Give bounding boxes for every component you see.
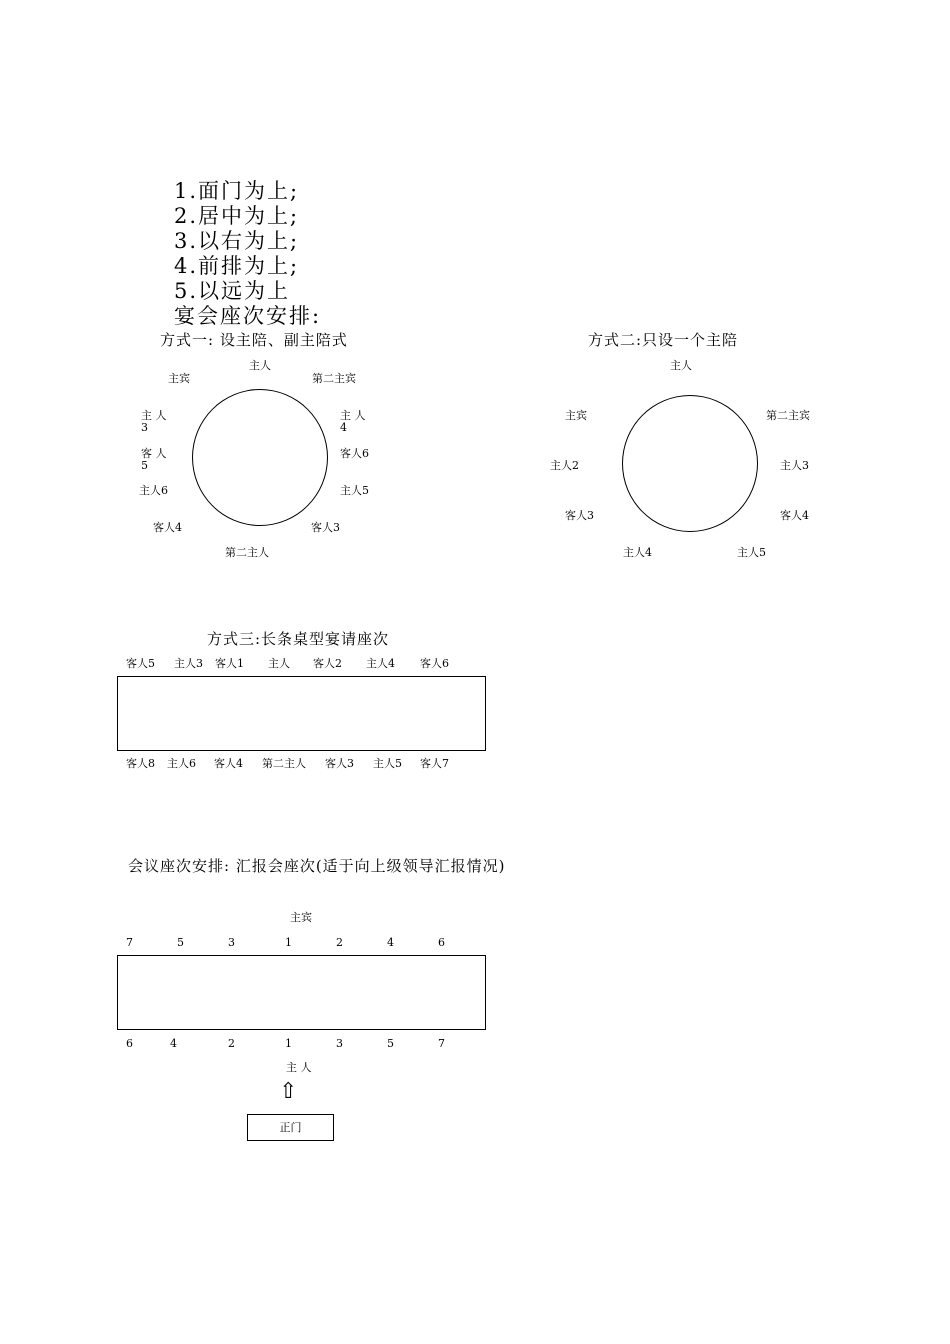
meeting-top-number: 6: [438, 936, 445, 949]
m1-seat-bottom-right: 客人3: [311, 521, 340, 534]
meeting-top-number: 5: [177, 936, 184, 949]
m3-bottom-seat: 客人4: [214, 757, 243, 770]
up-arrow-icon: ⇧: [279, 1079, 298, 1104]
m1-seat-right-3: 主人5: [340, 484, 369, 497]
m2-seat-bottom-left: 主人4: [623, 546, 652, 559]
m1-seat-bottom: 第二主人: [225, 546, 269, 559]
m2-seat-top: 主人: [670, 359, 692, 372]
method2-round-table: [622, 395, 758, 532]
m1-seat-top: 主人: [249, 359, 271, 372]
method3-long-table: [117, 676, 486, 751]
m3-bottom-seat: 第二主人: [262, 757, 306, 770]
m3-top-seat: 客人6: [420, 657, 449, 670]
meeting-bottom-number: 2: [228, 1037, 235, 1050]
meeting-top-number: 7: [126, 936, 133, 949]
m2-seat-upper-right: 第二主宾: [766, 409, 810, 422]
method1-round-table: [192, 389, 328, 526]
m2-seat-mid-left: 主人2: [550, 459, 579, 472]
rule-4: 4.前排为上;: [174, 254, 300, 278]
m3-bottom-seat: 客人8: [126, 757, 155, 770]
meeting-host-label: 主 人: [286, 1061, 312, 1074]
meeting-top-number: 4: [387, 936, 394, 949]
meeting-bottom-number: 6: [126, 1037, 133, 1050]
m3-top-seat: 主人: [268, 657, 290, 670]
m3-top-seat: 主人3: [174, 657, 203, 670]
rule-5: 5.以远为上: [174, 279, 291, 303]
meeting-bottom-number: 7: [438, 1037, 445, 1050]
banquet-title: 宴会座次安排:: [174, 304, 322, 328]
main-door-box: [247, 1114, 334, 1141]
m3-bottom-seat: 客人7: [420, 757, 449, 770]
m2-seat-lower-right: 客人4: [780, 509, 809, 522]
m3-top-seat: 主人4: [366, 657, 395, 670]
m1-seat-top-left: 主宾: [168, 372, 190, 385]
m1-seat-left-1: 主 人 3: [141, 409, 167, 434]
m1-seat-bottom-left: 客人4: [153, 521, 182, 534]
meeting-top-number: 2: [336, 936, 343, 949]
m1-seat-right-2: 客人6: [340, 447, 369, 460]
m3-bottom-seat: 主人6: [167, 757, 196, 770]
meeting-bottom-number: 3: [336, 1037, 343, 1050]
meeting-title: 会议座次安排: 汇报会座次(适于向上级领导汇报情况): [128, 857, 506, 875]
meeting-top-number: 1: [285, 936, 292, 949]
m2-seat-mid-right: 主人3: [780, 459, 809, 472]
m1-seat-right-1: 主 人 4: [340, 409, 366, 434]
meeting-table: [117, 955, 486, 1030]
meeting-bottom-number: 5: [387, 1037, 394, 1050]
method1-title: 方式一: 设主陪、副主陪式: [160, 331, 348, 349]
rule-2: 2.居中为上;: [174, 204, 300, 228]
method3-title: 方式三:长条桌型宴请座次: [207, 630, 390, 648]
m3-top-seat: 客人1: [215, 657, 244, 670]
meeting-bottom-number: 4: [170, 1037, 177, 1050]
rule-1: 1.面门为上;: [174, 179, 300, 203]
meeting-guest-label: 主宾: [290, 911, 312, 924]
method2-title: 方式二:只设一个主陪: [588, 331, 739, 349]
m1-seat-left-2: 客 人 5: [141, 447, 167, 472]
m1-seat-top-right: 第二主宾: [312, 372, 356, 385]
m2-seat-lower-left: 客人3: [565, 509, 594, 522]
m3-bottom-seat: 主人5: [373, 757, 402, 770]
m3-bottom-seat: 客人3: [325, 757, 354, 770]
m2-seat-upper-left: 主宾: [565, 409, 587, 422]
m1-seat-left-3: 主人6: [139, 484, 168, 497]
rule-3: 3.以右为上;: [174, 229, 300, 253]
m3-top-seat: 客人5: [126, 657, 155, 670]
m2-seat-bottom-right: 主人5: [737, 546, 766, 559]
meeting-top-number: 3: [228, 936, 235, 949]
m3-top-seat: 客人2: [313, 657, 342, 670]
meeting-bottom-number: 1: [285, 1037, 292, 1050]
main-door-label: 正门: [279, 1121, 302, 1134]
